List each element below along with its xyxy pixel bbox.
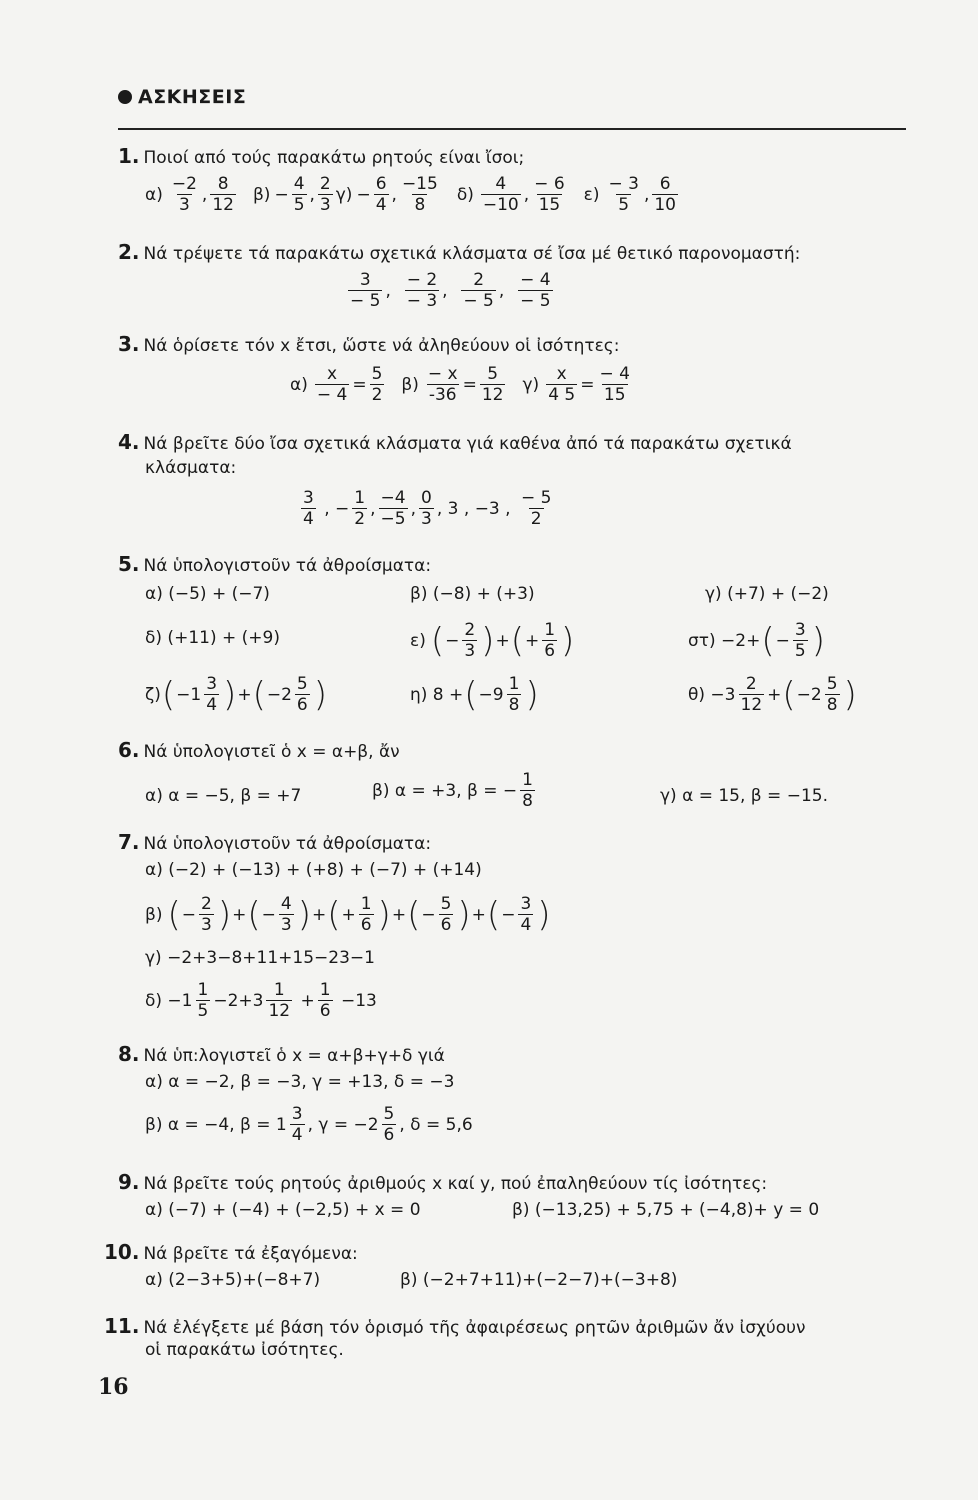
numerator: −4 bbox=[380, 488, 406, 508]
exercise-3-row bbox=[290, 364, 635, 405]
numerator: 1 bbox=[354, 488, 366, 508]
numerator: 5 bbox=[826, 674, 838, 694]
exercise-7b: β) ( − $\frac{2}{3}$ ) + ( − $\frac{4}{3}$ ) + ( + $\frac{1}{6}$ ) + ( − $\frac{5}{6}$ ) + ( − $\frac{3}{4}$ ) bbox=[145, 894, 551, 935]
fraction bbox=[507, 674, 522, 715]
denominator: 6 bbox=[360, 915, 372, 935]
exercise-5c bbox=[705, 584, 829, 604]
item-label: ζ) bbox=[145, 684, 161, 705]
exercise-5a bbox=[145, 584, 270, 604]
fraction bbox=[481, 174, 521, 215]
section-title: ΑΣΚΗΣΕΙΣ bbox=[138, 86, 247, 108]
item-text: β) α = −4, β = 1 bbox=[145, 1114, 287, 1135]
integer-value: 3 bbox=[447, 498, 459, 519]
item-label: α) bbox=[145, 184, 163, 205]
section-header bbox=[118, 86, 246, 108]
plus-sign: + bbox=[300, 990, 315, 1011]
denominator: 3 bbox=[201, 915, 212, 935]
fraction bbox=[374, 174, 389, 215]
denominator: 2 bbox=[354, 509, 366, 529]
fraction bbox=[170, 174, 199, 215]
exercise-10a bbox=[145, 1270, 320, 1290]
fraction bbox=[518, 270, 552, 311]
denominator: 5 bbox=[618, 195, 630, 215]
exercise-number: 10. bbox=[104, 1240, 140, 1264]
denominator: 3 bbox=[421, 509, 432, 529]
numerator: 6 bbox=[375, 174, 387, 194]
exercise-text: Νά ὑπολογιστοῦν τά ἀθροίσματα: bbox=[143, 556, 432, 576]
denominator: 15 bbox=[603, 385, 626, 405]
numerator: 6 bbox=[659, 174, 671, 194]
fraction bbox=[318, 980, 333, 1021]
exercise-7c bbox=[145, 948, 375, 968]
exercise-text: Νά βρεῖτε τά ἐξαγόμενα: bbox=[143, 1244, 358, 1264]
fraction bbox=[793, 620, 808, 661]
exercise-number: 7. bbox=[118, 830, 140, 854]
exercise-number: 5. bbox=[118, 552, 140, 576]
fraction bbox=[400, 174, 440, 215]
fraction bbox=[426, 364, 460, 405]
exercise-5h: η) 8 + ( −9 $\frac{1}{8}$ ) bbox=[410, 674, 539, 715]
fraction bbox=[279, 894, 294, 935]
exercise-6-prompt bbox=[118, 738, 400, 764]
numerator: 1 bbox=[544, 620, 556, 640]
numerator: 4 bbox=[495, 174, 507, 194]
exercise-1-row: α) $\frac{-2}{3}$ , $\frac{8}{12}$ β) − $\frac{4}{5}$ , $\frac{2}{3}$ γ) − $\frac{6}{4}$ , $\frac{-15}{8}$ δ) $\frac{4}{-10}$ , $\frac{- 6}{15}$ ε) $\frac{- 3}{5}$ , $\frac{6}{10}$ bbox=[145, 174, 676, 215]
exercise-number: 3. bbox=[118, 332, 140, 356]
denominator: − 5 bbox=[520, 291, 551, 311]
numerator: 5 bbox=[440, 894, 452, 914]
exercise-number: 9. bbox=[118, 1170, 140, 1194]
item-text: γ) (+7) + (−2) bbox=[705, 584, 829, 604]
exercise-6a bbox=[145, 786, 301, 806]
fraction bbox=[739, 674, 765, 715]
exercise-7-prompt bbox=[118, 830, 431, 856]
item-label: β) bbox=[252, 184, 271, 205]
denominator: 3 bbox=[178, 195, 190, 215]
numerator: 1 bbox=[273, 980, 285, 1000]
exercise-5-prompt bbox=[118, 552, 431, 578]
exercise-7a bbox=[145, 860, 482, 880]
integer-part: −1 bbox=[176, 684, 202, 705]
fraction bbox=[520, 770, 535, 811]
exercise-text: Νά ὑπ:λογιστεῖ ὁ x = α+β+γ+δ γιά bbox=[143, 1046, 445, 1066]
fraction bbox=[519, 488, 553, 529]
denominator: -36 bbox=[428, 385, 457, 405]
denominator: 2 bbox=[371, 385, 383, 405]
item-label: β) bbox=[145, 904, 163, 925]
item-text: β) (−8) + (+3) bbox=[410, 584, 535, 604]
denominator: 8 bbox=[522, 791, 533, 811]
fraction bbox=[532, 174, 566, 215]
exercise-text: οἱ παρακάτω ἰσότητες. bbox=[145, 1340, 344, 1360]
page-number: 16 bbox=[98, 1374, 129, 1400]
denominator: 12 bbox=[481, 385, 504, 405]
exercise-8-prompt bbox=[118, 1042, 445, 1068]
equals-sign: = bbox=[352, 374, 367, 395]
fraction bbox=[348, 270, 382, 311]
fraction bbox=[480, 364, 506, 405]
item-label: δ) bbox=[456, 184, 474, 205]
numerator: 1 bbox=[319, 980, 331, 1000]
header-rule bbox=[118, 128, 906, 130]
exercise-10b bbox=[400, 1270, 677, 1290]
numerator: 5 bbox=[371, 364, 383, 384]
item-label: γ) bbox=[335, 184, 353, 205]
numerator: − 6 bbox=[534, 174, 565, 194]
item-text: β) α = +3, β = − bbox=[372, 780, 518, 801]
fraction bbox=[542, 620, 557, 661]
denominator: 6 bbox=[383, 1125, 395, 1145]
exercise-5st: στ) −2+ ( − $\frac{3}{5}$ ) bbox=[688, 620, 825, 661]
denominator: 5 bbox=[197, 1001, 209, 1021]
fraction bbox=[266, 980, 292, 1021]
exercise-text: Ποιοί από τούς παρακάτω ρητούς είναι ἴσοι; bbox=[143, 148, 525, 168]
item-text: −2+3 bbox=[213, 990, 264, 1011]
numerator: −2 bbox=[171, 174, 197, 194]
numerator: − 4 bbox=[520, 270, 551, 290]
item-text: δ) −1 bbox=[145, 990, 193, 1011]
denominator: 6 bbox=[319, 1001, 331, 1021]
exercise-4-prompt bbox=[118, 430, 792, 456]
exercise-number: 1. bbox=[118, 144, 140, 168]
numerator: − 2 bbox=[406, 270, 438, 290]
equals-sign: = bbox=[462, 374, 477, 395]
item-text: α) (−7) + (−4) + (−2,5) + x = 0 bbox=[145, 1200, 421, 1220]
fraction bbox=[290, 1104, 305, 1145]
numerator: − x bbox=[427, 364, 458, 384]
denominator: −10 bbox=[482, 195, 519, 215]
numerator: 3 bbox=[359, 270, 371, 290]
exercise-11-prompt-cont bbox=[145, 1338, 344, 1362]
exercise-number: 6. bbox=[118, 738, 140, 762]
denominator: 10 bbox=[654, 195, 676, 215]
numerator: 0 bbox=[421, 488, 432, 508]
item-text: , γ = −2 bbox=[307, 1114, 379, 1135]
denominator: 4 bbox=[291, 1125, 303, 1145]
fraction bbox=[315, 364, 349, 405]
denominator: 8 bbox=[826, 695, 838, 715]
fraction bbox=[359, 894, 374, 935]
denominator: 5 bbox=[794, 641, 806, 661]
denominator: 2 bbox=[530, 509, 542, 529]
fraction bbox=[301, 488, 316, 529]
exercise-5d bbox=[145, 628, 280, 648]
fraction bbox=[652, 174, 678, 215]
numerator: 5 bbox=[296, 674, 308, 694]
denominator: 4 bbox=[520, 915, 532, 935]
numerator: − 3 bbox=[608, 174, 639, 194]
item-label: γ) bbox=[522, 374, 540, 395]
exercise-7d bbox=[145, 980, 377, 1021]
denominator: 12 bbox=[268, 1001, 291, 1021]
numerator: 3 bbox=[291, 1104, 303, 1124]
exercise-text: Νά ὑπολογιστοῦν τά ἀθροίσματα: bbox=[143, 834, 432, 854]
exercise-5e: ε) ( − $\frac{2}{3}$ ) + ( + $\frac{1}{6}$ ) bbox=[410, 620, 575, 661]
exercise-2-prompt bbox=[118, 240, 800, 266]
exercise-text: κλάσματα: bbox=[145, 458, 237, 478]
denominator: 3 bbox=[280, 915, 292, 935]
equals-sign: = bbox=[580, 374, 595, 395]
exercise-text: Νά ἐλέγξετε μέ βάση τόν ὁρισμό τῆς ἀφαιρέσεως ρητῶν ἀριθμῶν ἄν ἰσχύουν bbox=[143, 1318, 806, 1338]
exercise-text: Νά βρεῖτε δύο ἴσα σχετικά κλάσματα γιά καθένα ἀπό τά παρακάτω σχετικά bbox=[143, 434, 792, 454]
exercise-9-prompt bbox=[118, 1170, 767, 1196]
item-text: δ) (+11) + (+9) bbox=[145, 628, 280, 648]
numerator: 2 bbox=[745, 674, 757, 694]
denominator: −5 bbox=[380, 509, 406, 529]
fraction bbox=[439, 894, 454, 935]
integer-value: −3 bbox=[474, 498, 500, 519]
item-text: α) (−5) + (−7) bbox=[145, 584, 270, 604]
item-text: , δ = 5,6 bbox=[399, 1114, 473, 1135]
denominator: 6 bbox=[440, 915, 452, 935]
numerator: 5 bbox=[487, 364, 499, 384]
minus-sign: − bbox=[274, 184, 289, 205]
item-text: β) (−2+7+11)+(−2−7)+(−3+8) bbox=[400, 1270, 678, 1290]
exercise-2-row: $\frac{3}{- 5}$ , $\frac{- 2}{- 3}$ , $\frac{2}{- 5}$ , $\frac{- 4}{- 5}$ bbox=[350, 270, 551, 311]
fraction bbox=[462, 620, 477, 661]
exercise-5z: ζ) ( −1 $\frac{3}{4}$ ) + ( −2 $\frac{5}{6}$ ) bbox=[145, 674, 327, 715]
exercise-number: 4. bbox=[118, 430, 140, 454]
item-text: −13 bbox=[340, 990, 377, 1011]
minus-sign: − bbox=[335, 498, 350, 519]
numerator: 2 bbox=[464, 620, 476, 640]
denominator: 3 bbox=[464, 641, 476, 661]
fraction bbox=[379, 488, 408, 529]
exercise-6c bbox=[660, 786, 828, 806]
denominator: − 3 bbox=[406, 291, 438, 311]
exercise-6b bbox=[372, 770, 538, 811]
denominator: 8 bbox=[508, 695, 520, 715]
item-label: ε) bbox=[410, 630, 426, 651]
numerator: 2 bbox=[201, 894, 212, 914]
bullet-icon bbox=[118, 90, 132, 104]
numerator: − 4 bbox=[599, 364, 630, 384]
item-text: στ) −2+ bbox=[688, 630, 761, 651]
denominator: 6 bbox=[544, 641, 556, 661]
numerator: 1 bbox=[522, 770, 533, 790]
exercise-4-prompt-cont bbox=[145, 456, 236, 480]
numerator: 3 bbox=[794, 620, 806, 640]
fraction bbox=[382, 1104, 397, 1145]
fraction bbox=[825, 674, 840, 715]
numerator: x bbox=[327, 364, 338, 384]
item-label: β) bbox=[401, 374, 419, 395]
exercise-10-prompt bbox=[104, 1240, 358, 1266]
fraction bbox=[597, 364, 631, 405]
item-text: α) α = −5, β = +7 bbox=[145, 786, 302, 806]
exercise-8b bbox=[145, 1104, 473, 1145]
exercise-text: Νά τρέψετε τά παρακάτω σχετικά κλάσματα σέ ἴσα μέ θετικό παρονομαστή: bbox=[143, 244, 801, 264]
denominator: 6 bbox=[296, 695, 308, 715]
fraction bbox=[210, 174, 236, 215]
item-text: η) 8 + bbox=[410, 684, 464, 705]
minus-sign: − bbox=[356, 184, 371, 205]
item-text: γ) −2+3−8+11+15−23−1 bbox=[145, 948, 375, 968]
numerator: − 5 bbox=[520, 488, 552, 508]
exercise-number: 11. bbox=[104, 1314, 140, 1338]
integer-part: −2 bbox=[796, 684, 822, 705]
denominator: − 5 bbox=[350, 291, 381, 311]
numerator: 3 bbox=[520, 894, 532, 914]
fraction bbox=[370, 364, 385, 405]
denominator: 8 bbox=[414, 195, 426, 215]
numerator: 5 bbox=[383, 1104, 395, 1124]
fraction bbox=[546, 364, 577, 405]
denominator: − 4 bbox=[316, 385, 348, 405]
fraction bbox=[518, 894, 533, 935]
numerator: 2 bbox=[473, 270, 485, 290]
denominator: − 5 bbox=[463, 291, 494, 311]
denominator: 5 bbox=[293, 195, 305, 215]
denominator: 4 5 bbox=[548, 385, 576, 405]
fraction bbox=[606, 174, 640, 215]
exercise-5th: θ) −3 $\frac{2}{12}$ + ( −2 $\frac{5}{8}$ ) bbox=[688, 674, 857, 715]
fraction bbox=[292, 174, 307, 215]
denominator: 3 bbox=[319, 195, 331, 215]
fraction bbox=[199, 894, 214, 935]
numerator: 1 bbox=[197, 980, 209, 1000]
numerator: 1 bbox=[360, 894, 372, 914]
numerator: 3 bbox=[206, 674, 218, 694]
exercise-text: Νά ὑπολογιστεῖ ὁ x = α+β, ἄν bbox=[143, 742, 400, 762]
fraction bbox=[204, 674, 219, 715]
numerator: 4 bbox=[293, 174, 305, 194]
numerator: 3 bbox=[303, 488, 314, 508]
exercise-text: Νά ὁρίσετε τόν x ἔτσι, ὥστε νά ἀληθεύουν οἱ ἰσότητες: bbox=[143, 336, 620, 356]
exercise-9a bbox=[145, 1200, 421, 1220]
fraction bbox=[419, 488, 434, 529]
numerator: 1 bbox=[508, 674, 520, 694]
exercise-3-prompt bbox=[118, 332, 620, 358]
exercise-5b bbox=[410, 584, 535, 604]
numerator: −15 bbox=[401, 174, 438, 194]
exercise-number: 2. bbox=[118, 240, 140, 264]
item-text: β) (−13,25) + 5,75 + (−4,8)+ y = 0 bbox=[512, 1200, 820, 1220]
item-text: α) α = −2, β = −3, γ = +13, δ = −3 bbox=[145, 1072, 455, 1092]
exercise-11-prompt bbox=[104, 1314, 805, 1340]
exercise-9b bbox=[512, 1200, 819, 1220]
numerator: 4 bbox=[280, 894, 292, 914]
integer-part: −9 bbox=[478, 684, 504, 705]
fraction bbox=[461, 270, 495, 311]
denominator: 4 bbox=[206, 695, 218, 715]
denominator: 4 bbox=[303, 509, 314, 529]
item-text: θ) −3 bbox=[688, 684, 736, 705]
fraction bbox=[318, 174, 333, 215]
exercise-4-row: $\frac{3}{4}$ , − $\frac{1}{2}$ , $\frac{-4}{-5}$ , $\frac{0}{3}$ , 3 , −3 , $\frac{- 5}{2}$ bbox=[303, 488, 552, 529]
item-text: α) (2−3+5)+(−8+7) bbox=[145, 1270, 321, 1290]
denominator: 12 bbox=[740, 695, 763, 715]
exercise-text: Νά βρεῖτε τούς ρητούς ἀριθμούς x καί y, πού ἐπαληθεύουν τίς ἰσότητες: bbox=[143, 1174, 768, 1194]
item-label: ε) bbox=[583, 184, 600, 205]
integer-part: −2 bbox=[266, 684, 292, 705]
denominator: 12 bbox=[212, 195, 234, 215]
denominator: 15 bbox=[538, 195, 561, 215]
exercise-1-prompt bbox=[118, 144, 524, 170]
fraction bbox=[352, 488, 367, 529]
fraction bbox=[295, 674, 310, 715]
exercise-8a bbox=[145, 1072, 454, 1092]
item-label: α) bbox=[290, 374, 308, 395]
item-text: α) (−2) + (−13) + (+8) + (−7) + (+14) bbox=[145, 860, 482, 880]
numerator: x bbox=[556, 364, 567, 384]
numerator: 2 bbox=[319, 174, 331, 194]
fraction bbox=[405, 270, 439, 311]
item-text: γ) α = 15, β = −15. bbox=[660, 786, 828, 806]
numerator: 8 bbox=[217, 174, 229, 194]
fraction bbox=[196, 980, 211, 1021]
exercise-number: 8. bbox=[118, 1042, 140, 1066]
denominator: 4 bbox=[375, 195, 387, 215]
